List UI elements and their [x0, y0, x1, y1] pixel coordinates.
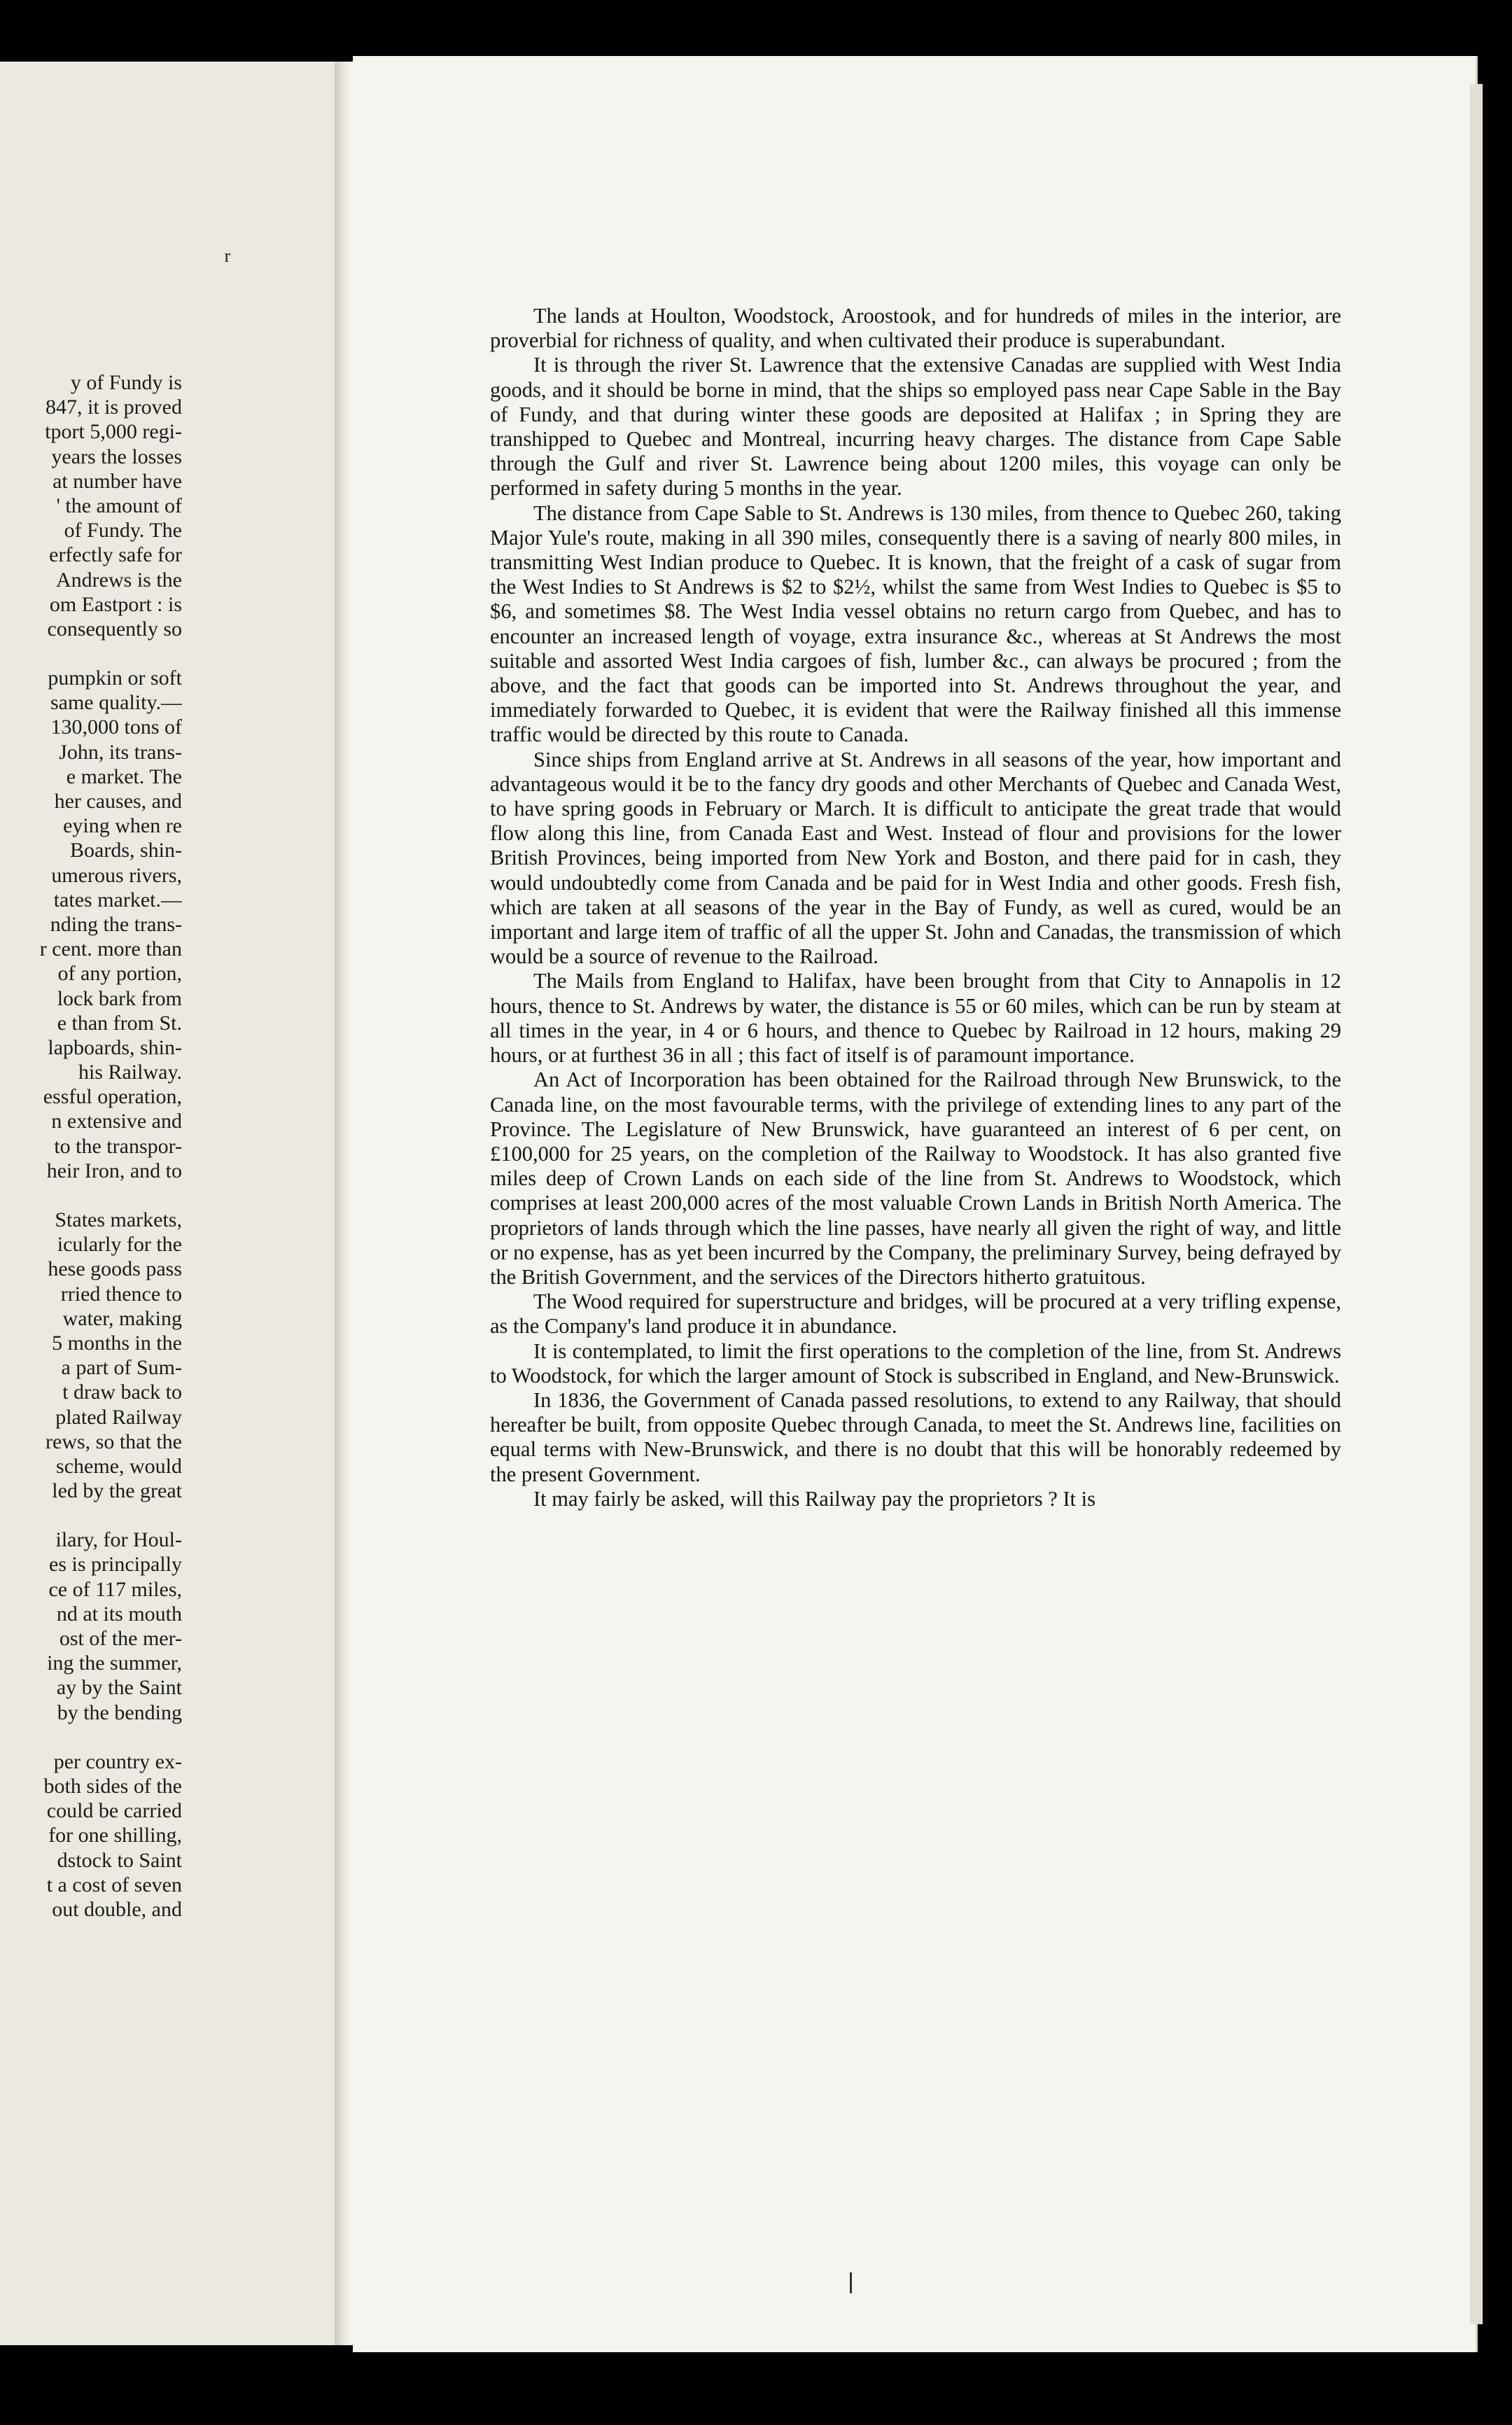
left-column-line: ost of the mer-: [59, 1627, 182, 1650]
left-column-line: heir Iron, and to: [46, 1159, 182, 1182]
left-column-line: [0, 1183, 182, 1208]
left-column-line: ilary, for Houl-: [55, 1528, 182, 1552]
left-column-line: his Railway.: [78, 1061, 182, 1084]
left-column-line: tport 5,000 regi-: [45, 420, 182, 444]
left-column-line: erfectly safe for: [49, 543, 182, 567]
left-column-line: at number have: [52, 469, 182, 493]
left-column-line: for one shilling,: [48, 1824, 182, 1847]
left-column-line: nd at its mouth: [56, 1602, 182, 1626]
left-column-line: rried thence to: [60, 1282, 182, 1306]
left-column-line: icularly for the: [57, 1233, 182, 1257]
left-column-line: n extensive and: [51, 1110, 182, 1133]
left-column-line: John, its trans-: [59, 740, 182, 764]
left-column-line: scheme, would: [56, 1454, 182, 1478]
left-column-line: r cent. more than: [39, 937, 182, 961]
left-column-line: dstock to Saint: [57, 1848, 182, 1872]
right-page: [353, 56, 1478, 2352]
right-page-column: [490, 304, 1341, 1511]
left-column-line: Andrews is the: [56, 568, 182, 592]
body-paragraph: Since ships from England arrive at St. Andrews in all seasons of the year, how important and advantageous would it be to the fancy dry goods and other Merchants of Quebec and Canada West, to have spring goods in February or March. It is difficult to anticipate the great trade that would flow along this line, from Canada East and West. Instead of flour and provisions for the lower British Provinces, being imported from New York and Boston, and there paid for in cash, they would undoubtedly come from Canada and be paid for in West India and other goods. Fresh fish, which are taken at all seasons of the year in the Bay of Fundy, as well as cured, would be an important and large item of traffic of all the upper St. John and Canadas, the transmission of which would be a source of revenue to the Railroad.: [490, 747, 1341, 969]
left-column-line: es is principally: [49, 1553, 182, 1577]
left-column-line: ing the summer,: [47, 1651, 182, 1675]
body-paragraph: The lands at Houlton, Woodstock, Aroostook, and for hundreds of miles in the interior, are proverbial for richness of quality, and when cultivated their produce is superabundant.: [490, 304, 1341, 353]
left-column-line: led by the great: [52, 1479, 182, 1503]
body-paragraph: It may fairly be asked, will this Railway pay the proprietors ? It is: [533, 1486, 1096, 1511]
page-edge: [1470, 84, 1483, 2324]
page-gutter: [335, 62, 353, 2345]
left-column-line: by the bending: [57, 1700, 182, 1724]
left-column-line: e market. The: [66, 764, 182, 788]
left-column-line: plated Railway: [55, 1405, 182, 1429]
left-column-line: ay by the Saint: [56, 1676, 182, 1700]
left-column-line: umerous rivers,: [51, 863, 182, 887]
left-column-line: States markets,: [55, 1208, 182, 1231]
left-column-line: [0, 1725, 182, 1749]
left-column-line: eying when re: [63, 814, 182, 838]
body-paragraph: An Act of Incorporation has been obtained for the Railroad through New Brunswick, to the Canada line, on the most favourable terms, with the privilege of extending lines to any part of the Province. The Legislature of New Brunswick, have guaranteed an interest of 6 per cent, on £100,000 for 25 years, on the completion of the Railway to Woodstock. It has also granted five miles deep of Crown Lands on each side of the line from St. Andrews to Woodstock, which comprises at least 200,000 acres of the most valuable Crown Lands in British North America. The proprietors of lands through which the line passes, have nearly all given the right of way, and little or no expense, has as yet been incurred by the Company, the preliminary Survey, being defrayed by the British Government, and the services of the Directors hitherto gratuitous.: [490, 1068, 1341, 1289]
left-column-line: her causes, and: [54, 790, 182, 813]
left-column-line: 847, it is proved: [46, 396, 182, 419]
left-column-line: pumpkin or soft: [48, 666, 182, 690]
left-column-line: Boards, shin-: [70, 839, 182, 862]
left-column-line: lock bark from: [57, 986, 182, 1010]
left-column-line: ce of 117 miles,: [48, 1577, 182, 1601]
body-paragraph: It is contemplated, to limit the first operations to the completion of the line, from St. Andrews to Woodstock, for which the larger amount of Stock is subscribed in England, and New-Brunswick.: [490, 1339, 1341, 1388]
left-column-line: years the losses: [51, 445, 182, 468]
left-column-line: a part of Sum-: [61, 1356, 182, 1380]
body-paragraph: The Wood required for superstructure and bridges, will be procured at a very trifling expense, as the Company's land produce it in abundance.: [490, 1290, 1341, 1339]
left-column-line: essful operation,: [43, 1085, 182, 1109]
page-mark: [850, 2272, 852, 2293]
left-page-column: [0, 370, 182, 1922]
left-column-line: could be carried: [46, 1799, 182, 1823]
left-column-line: t a cost of seven: [46, 1873, 182, 1896]
left-column-line: rews, so that the: [46, 1430, 182, 1453]
body-paragraph: In 1836, the Government of Canada passed resolutions, to extend to any Railway, that should hereafter be built, from opposite Quebec through Canada, to meet the St. Andrews line, facilities on equal terms with New-Brunswick, and there is no doubt that this will be honorably redeemed by the present Government.: [490, 1388, 1341, 1486]
left-column-line: hese goods pass: [48, 1257, 182, 1281]
left-column-line: same quality.—: [50, 691, 182, 715]
left-column-line: tates market.—: [53, 888, 182, 911]
left-column-line: lapboards, shin-: [48, 1035, 182, 1059]
body-paragraph: It is through the river St. Lawrence that the extensive Canadas are supplied with West India goods, and it should be borne in mind, that the ships so employed pass near Cape Sable in the Bay of Fundy, and that during winter these goods are deposited at Halifax ; in Spring they are transhipped to Quebec and Montreal, incurring heavy charges. The distance from Cape Sable through the Gulf and river St. Lawrence being about 1200 miles, this voyage can only be performed in safety during 5 months in the year.: [490, 353, 1341, 501]
left-column-line: t draw back to: [62, 1381, 182, 1404]
left-column-line: nding the trans-: [50, 912, 182, 936]
left-column-line: out double, and: [52, 1897, 182, 1921]
left-column-line: consequently so: [47, 617, 182, 641]
left-column-line: ' the amount of: [56, 494, 182, 517]
left-column-line: 130,000 tons of: [50, 715, 182, 739]
left-column-line: 5 months in the: [52, 1331, 182, 1355]
left-column-line: [0, 1503, 182, 1528]
left-column-line: to the transpor-: [54, 1134, 182, 1158]
left-column-line: per country ex-: [53, 1749, 182, 1773]
left-column-line: y of Fundy is: [70, 371, 182, 394]
left-column-line: water, making: [62, 1306, 182, 1330]
left-column-line: om Eastport : is: [49, 592, 182, 616]
pen-mark: ʳ: [224, 243, 231, 277]
body-paragraph: The distance from Cape Sable to St. Andrews is 130 miles, from thence to Quebec 260, taking Major Yule's route, making in all 390 miles, consequently there is a saving of nearly 800 miles, in transmitting West Indian produce to Quebec. It is known, that the freight of a cask of sugar from the West Indies to St Andrews is $2 to $2½, whilst the same from West Indies to Quebec is $5 to $6, and sometimes $8. The West India vessel obtains no return cargo from Quebec, and has to encounter an increased length of voyage, extra insurance &c., whereas at St Andrews the most suitable and assorted West India cargoes of fish, lumber &c., can always be procured ; from the above, and the fact that goods can be imported into St. Andrews throughout the year, and immediately forwarded to Quebec, it is evident that were the Railway finished all this immense traffic would be directed by this route to Canada.: [490, 501, 1341, 747]
left-column-line: both sides of the: [43, 1774, 182, 1798]
left-column-line: [0, 641, 182, 666]
left-column-line: e than from St.: [57, 1011, 182, 1035]
left-page: [0, 62, 335, 2345]
left-column-line: of Fundy. The: [64, 519, 182, 543]
body-paragraph: The Mails from England to Halifax, have been brought from that City to Annapolis in 12 hours, thence to St. Andrews by water, the distance is 55 or 60 miles, which can be run by steam at all times in the year, in 4 or 6 hours, and thence to Quebec by Railroad in 12 hours, making 29 hours, or at furthest 36 in all ; this fact of itself is of paramount importance.: [490, 969, 1341, 1068]
left-column-line: of any portion,: [57, 962, 182, 986]
